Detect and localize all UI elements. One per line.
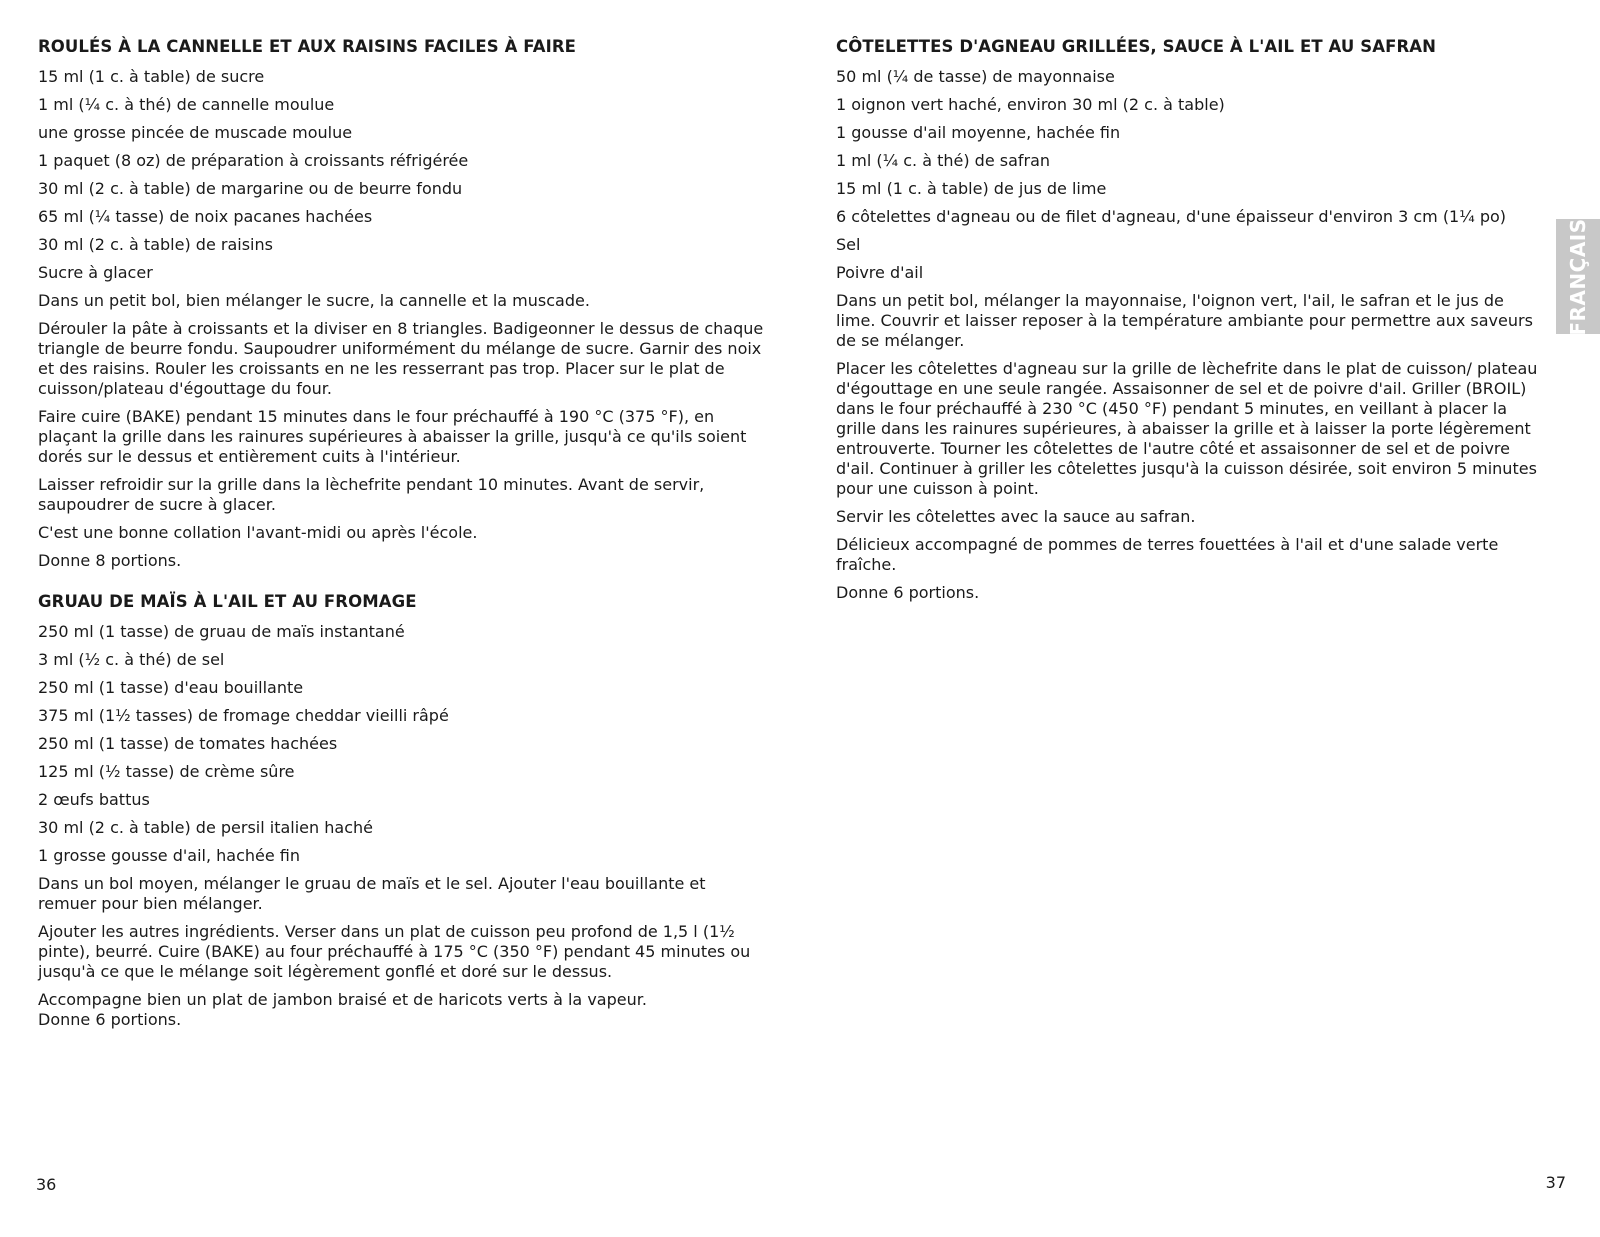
ingredient-item: 1 grosse gousse d'ail, hachée fin [38,846,301,865]
instruction-paragraph: Dérouler la pâte à croissants et la diviser en 8 triangles. Badigeonner le dessus de chaque triangle de beurre fondu. Saupoudrer uniformément du mélange de sucre. Garnir des noix et des raisins. Rouler les croissants en ne les resserrant pas trop. Placer sur le plat de cuisson/plateau d'égouttage du four. [38,319,764,398]
ingredient-item: une grosse pincée de muscade moulue [38,123,353,142]
ingredient-item: 15 ml (1 c. à table) de sucre [38,67,265,86]
ingredient-item: 250 ml (1 tasse) d'eau bouillante [38,678,304,697]
ingredient-item: 30 ml (2 c. à table) de raisins [38,235,273,254]
instruction-paragraph: Faire cuire (BAKE) pendant 15 minutes dans le four préchauffé à 190 °C (375 °F), en plaçant la grille dans les rainures supérieures à abaisser la grille, jusqu'à ce qu'ils soient dorés sur le dessus et entièrement cuits à l'intérieur. [38,407,747,466]
ingredient-item: 125 ml (½ tasse) de crème sûre [38,762,295,781]
instruction-paragraph: Dans un petit bol, bien mélanger le sucre, la cannelle et la muscade. [38,291,590,310]
instruction-paragraph: C'est une bonne collation l'avant-midi ou après l'école. [38,523,478,542]
page-number-right: 37 [1545,1173,1566,1192]
ingredient-item: 1 paquet (8 oz) de préparation à croissants réfrigérée [38,151,469,170]
page-number-left: 36 [36,1175,57,1194]
ingredient-item: 15 ml (1 c. à table) de jus de lime [836,179,1107,198]
ingredient-item: 1 ml (¼ c. à thé) de safran [836,151,1051,170]
ingredient-item: 3 ml (½ c. à thé) de sel [38,650,225,669]
ingredient-item: 250 ml (1 tasse) de gruau de maïs instantané [38,622,405,641]
ingredient-item: 1 oignon vert haché, environ 30 ml (2 c. à table) [836,95,1225,114]
ingredient-item: 2 œufs battus [38,790,150,809]
ingredient-item: 1 ml (¼ c. à thé) de cannelle moulue [38,95,335,114]
ingredient-item: 65 ml (¼ tasse) de noix pacanes hachées [38,207,373,226]
instruction-paragraph: Délicieux accompagné de pommes de terres fouettées à l'ail et d'une salade verte fraîche. [836,535,1499,574]
recipe-title-cinnamon-rolls: ROULÉS À LA CANNELLE ET AUX RAISINS FACILES À FAIRE [38,37,577,56]
instruction-paragraph: Dans un bol moyen, mélanger le gruau de maïs et le sel. Ajouter l'eau bouillante et remuer pour bien mélanger. [38,874,706,913]
instruction-paragraph: Ajouter les autres ingrédients. Verser dans un plat de cuisson peu profond de 1,5 l (1½ pinte), beurré. Cuire (BAKE) au four préchauffé à 175 °C (350 °F) pendant 45 minutes ou jusqu'à ce que le mélange soit légèrement gonflé et doré sur le dessus. [38,922,751,981]
servings-note: Donne 8 portions. [38,551,182,570]
instruction-paragraph: Laisser refroidir sur la grille dans la lèchefrite pendant 10 minutes. Avant de servir, saupoudrer de sucre à glacer. [38,475,705,514]
language-tab-label: FRANÇAIS [1566,217,1590,336]
right-page-column [836,36,1546,611]
recipe-title-garlic-cheese-grits: GRUAU DE MAÏS À L'AIL ET AU FROMAGE [38,592,417,611]
recipe-title-lamb-chops: CÔTELETTES D'AGNEAU GRILLÉES, SAUCE À L'AIL ET AU SAFRAN [836,37,1437,56]
servings-note: Donne 6 portions. [836,583,980,602]
left-page-column [38,36,768,1038]
ingredient-item: Sucre à glacer [38,263,153,282]
instruction-paragraph: Accompagne bien un plat de jambon braisé et de haricots verts à la vapeur. [38,990,647,1009]
ingredient-item: 1 gousse d'ail moyenne, hachée fin [836,123,1121,142]
ingredient-item: Poivre d'ail [836,263,924,282]
ingredient-item: Sel [836,235,861,254]
instruction-paragraph: Servir les côtelettes avec la sauce au safran. [836,507,1196,526]
language-tab [1556,219,1600,334]
ingredient-item: 6 côtelettes d'agneau ou de filet d'agneau, d'une épaisseur d'environ 3 cm (1¼ po) [836,207,1507,226]
ingredient-item: 30 ml (2 c. à table) de margarine ou de beurre fondu [38,179,463,198]
ingredient-item: 375 ml (1½ tasses) de fromage cheddar vieilli râpé [38,706,449,725]
ingredient-item: 250 ml (1 tasse) de tomates hachées [38,734,338,753]
instruction-paragraph: Placer les côtelettes d'agneau sur la grille de lèchefrite dans le plat de cuisson/ plateau d'égouttage en une seule rangée. Assaisonner de sel et de poivre d'ail. Griller (BROIL) dans le four préchauffé à 230 °C (450 °F) pendant 5 minutes, en veillant à placer la grille dans les rainures supérieures, à abaisser la grille et à laisser la porte légèrement entrouverte. Tourner les côtelettes de l'autre côté et assaisonner de sel et de poivre d'ail. Continuer à griller les côtelettes jusqu'à la cuisson désirée, soit environ 5 minutes pour une cuisson à point. [836,359,1538,498]
instruction-paragraph: Dans un petit bol, mélanger la mayonnaise, l'oignon vert, l'ail, le safran et le jus de lime. Couvrir et laisser reposer à la température ambiante pour permettre aux saveurs de se mélanger. [836,291,1533,350]
ingredient-item: 30 ml (2 c. à table) de persil italien haché [38,818,373,837]
servings-note: Donne 6 portions. [38,1010,182,1029]
ingredient-item: 50 ml (¼ de tasse) de mayonnaise [836,67,1115,86]
